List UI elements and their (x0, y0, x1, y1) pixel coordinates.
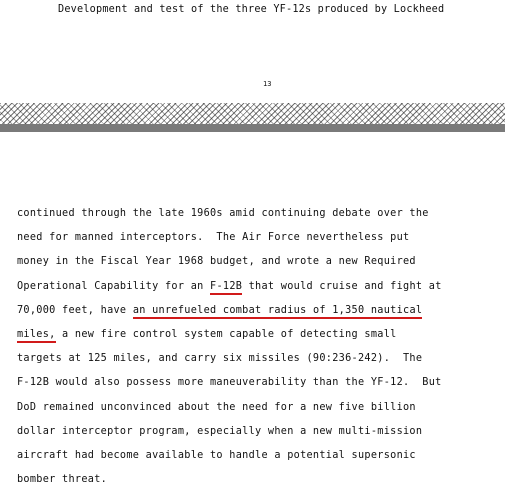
body-text (17, 206, 497, 496)
text-line-12: bomber threat. (17, 474, 108, 486)
text-line-10: dollar interceptor program, especially when a new multi-mission (17, 425, 423, 437)
underlined-text-combat-radius: an unrefueled combat radius of 1,350 nautical (133, 305, 423, 319)
scan-dark-bar (0, 124, 505, 132)
underlined-text-f12b: F-12B (210, 281, 242, 295)
text-line-6: miles, a new fire control system capable of detecting small (17, 327, 497, 351)
text-line-8: F-12B would also possess more maneuverability than the YF-12. But (17, 377, 442, 389)
header-line: Development and test of the three YF-12s produced by Lockheed (58, 4, 445, 15)
text-line-3: money in the Fiscal Year 1968 budget, and wrote a new Required (17, 256, 416, 268)
text-line-11: aircraft had become available to handle a potential supersonic (17, 449, 416, 461)
text-line-4: Operational Capability for an F-12B that would cruise and fight at (17, 279, 497, 303)
text-line-7: targets at 125 miles, and carry six missiles (90:236-242). The (17, 353, 423, 365)
text-line-5: 70,000 feet, have an unrefueled combat radius of 1,350 nautical (17, 303, 497, 327)
text-line-2: need for manned interceptors. The Air Force nevertheless put (17, 232, 410, 244)
underlined-text-miles: miles, (17, 329, 56, 343)
text-line-1: continued through the late 1960s amid continuing debate over the (17, 208, 429, 219)
page-mark: 13 (263, 80, 272, 88)
text-line-9: DoD remained unconvinced about the need for a new five billion (17, 401, 416, 413)
